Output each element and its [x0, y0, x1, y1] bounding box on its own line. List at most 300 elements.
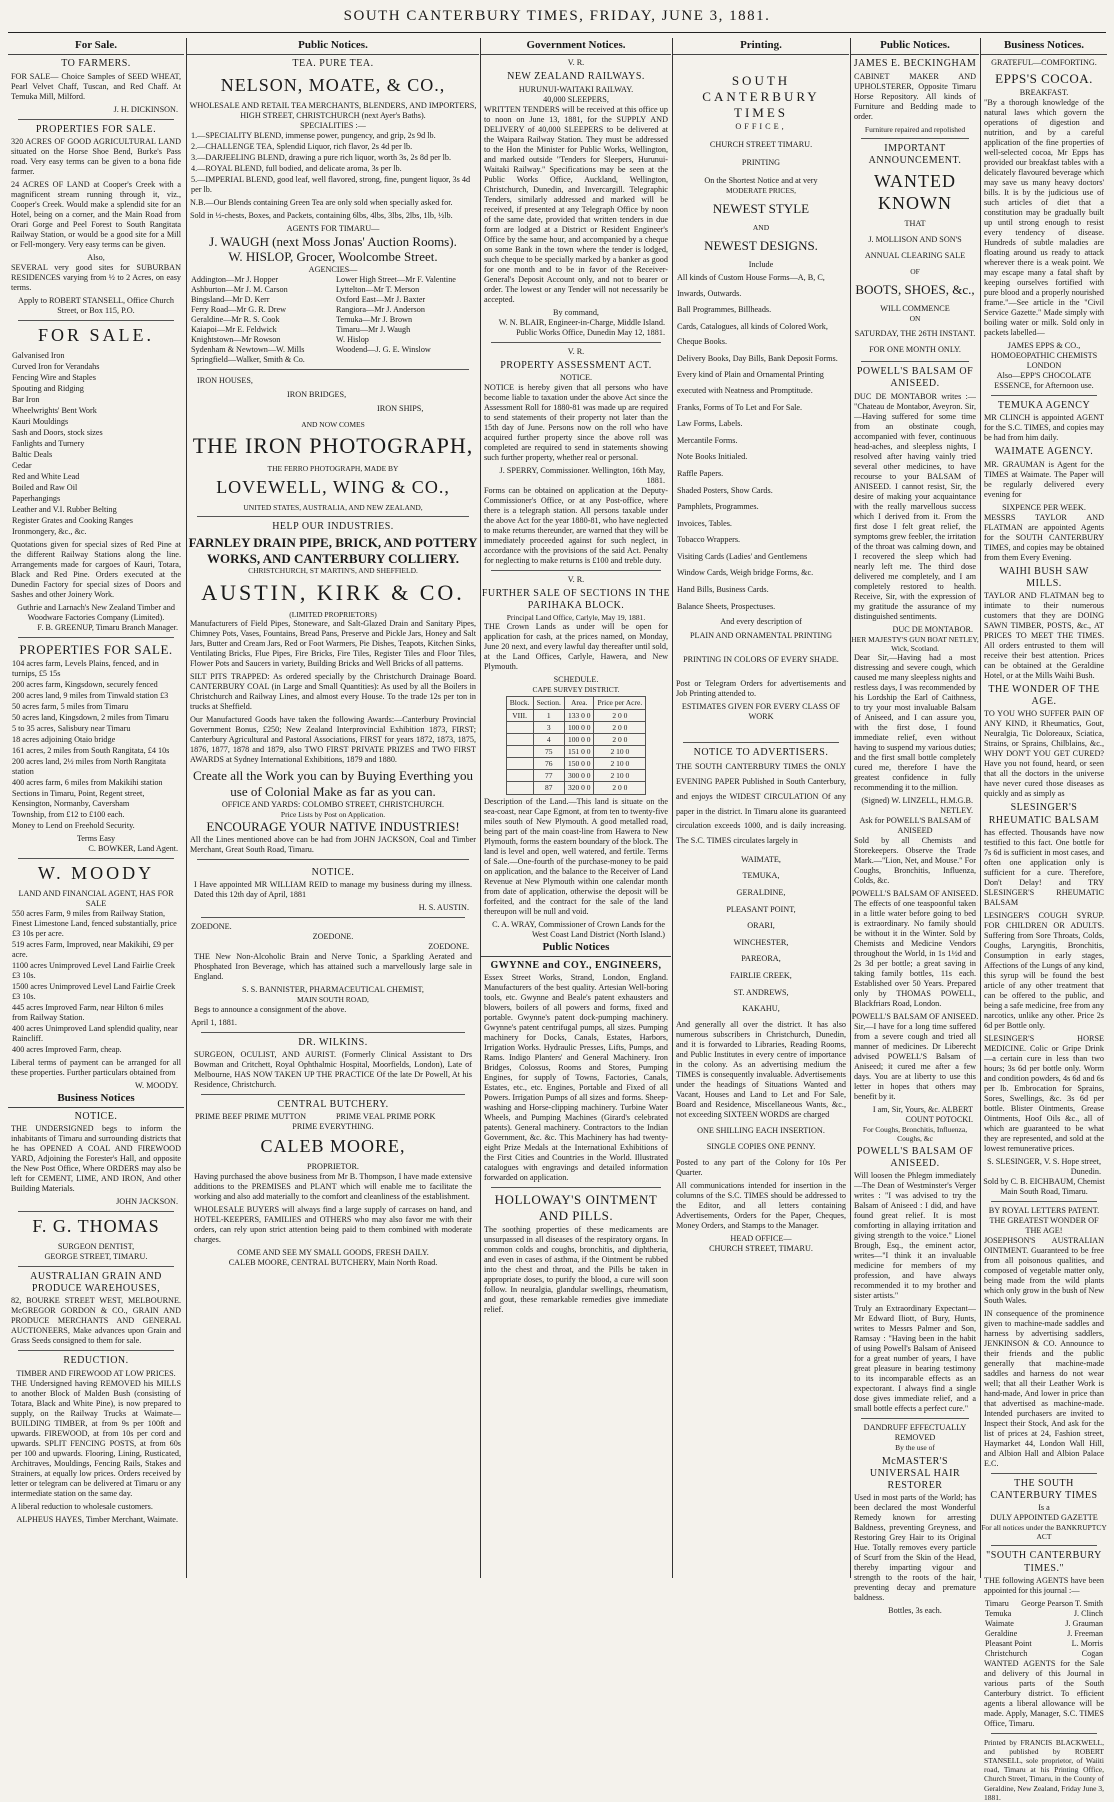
list-item: Township, from £12 to £100 each.: [12, 809, 125, 819]
powell-signature-3: I am, Sir, Yours, &c. ALBERT COUNT POTOCKI.: [872, 1104, 973, 1124]
tea-sold: Sold in ½-chests, Boxes, and Packets, containing 6lbs, 4lbs, 3lbs, 2lbs, 1lb, ½lb.: [190, 210, 453, 220]
table-cell: VIII.: [506, 709, 533, 721]
wonder-heading: THE WONDER OF THE AGE.: [988, 684, 1100, 708]
section-printing: Printing.: [673, 38, 849, 55]
sct-estimates: ESTIMATES GIVEN FOR EVERY CLASS OF WORK: [681, 702, 841, 722]
encourage-heading: ENCOURAGE YOUR NATIVE INDUSTRIES!: [206, 819, 460, 835]
divider: [861, 138, 969, 139]
list-item: 200 acres farm, Kingsdown, securely fenced: [12, 679, 158, 689]
josephson-heading: BY ROYAL LETTERS PATENT. THE GREATEST WONDER OF THE AGE!: [988, 1205, 1100, 1235]
list-item: Register Grates and Cooking Ranges: [12, 515, 133, 525]
help-office: OFFICE AND YARDS: COLOMBO STREET, CHRISTCHURCH.: [221, 800, 445, 810]
beckingham-heading: JAMES E. BECKINGHAM: [853, 58, 977, 70]
caleb-heading: CALEB MOORE,: [260, 1135, 406, 1156]
divider: [18, 1211, 174, 1212]
list-item: Red and White Lead: [12, 471, 80, 481]
sct-and: AND: [752, 222, 770, 232]
moody-sub: LAND AND FINANCIAL AGENT, HAS FOR SALE: [18, 888, 174, 908]
table-cell: 4: [533, 733, 564, 745]
reduction-body: THE Undersigned having REMOVED his MILLS to another Block of Malden Bush (consisting of Totara, Black and White Pine), is now prepared to supply, on the Railway Trucks at Waimate— BUILDING TIMBER, at from 9s per 100ft and upwards. FIREWOOD, at from 10s per cord and upwards. SPLIT FENCING POSTS, at from 60s per 100 and upwards. Flooring, Lining, Rusticated, Architraves, Mouldings, Fencing Rails, Stakes and Strainers, at equally low prices. Orders received by letter or telegram can be delivered at Timaru or any intermediate station on the same day.: [11, 1378, 181, 1498]
railways-signature: W. N. BLAIR, Engineer-in-Charge, Middle Island. Public Works Office, Dunedin May 12, 1881.: [498, 317, 665, 337]
agent-place: Timaru: [985, 1598, 1009, 1608]
table-header-cell: Price per Acre.: [594, 697, 646, 709]
sct-heading: SOUTH CANTERBURY TIMES: [702, 73, 820, 121]
powell-heading-3: POWELL'S BALSAM OF ANISEED.: [851, 1011, 979, 1021]
advertisers-posted: Posted to any part of the Colony for 10s Per Quarter.: [676, 1157, 846, 1177]
list-item: 104 acres farm, Levels Plains, fenced, and in turnips, £5 15s: [12, 658, 159, 678]
vr-2: V. R.: [567, 346, 585, 356]
epps-body: "By a thorough knowledge of the natural laws which govern the operations of digestion and nutrition, and by a careful application of the fine properties of well-selected cocoa, Mr Epps has provided our breakfast tables with a delicately flavoured beverage which may save us many heavy doctors' bills. It is by the judicious use of such articles of diet that a constitution may be gradually built up until strong enough to resist every tendency of disease. Hundreds of subtle maladies are floating around us ready to attack wherever there is a weak point. We may escape many a fatal shaft by keeping ourselves fortified with pure blood and a properly nourished frame."—See article in the "Civil Service Gazette." Made simply with boiling water or milk. Sold only in packets labelled—: [984, 98, 1104, 338]
town-item: FAIRLIE CREEK,: [730, 970, 792, 980]
list-item: 50 acres land, Kingsdown, 2 miles from Timaru: [12, 712, 169, 722]
section-public-notices: Public Notices.: [187, 38, 479, 55]
notice-2-body: I Have appointed MR WILLIAM REID to manage my business during my illness. Dated this 12th day of April, 1881: [194, 880, 472, 900]
iron-firm: LOVEWELL, WING & CO.,: [216, 477, 450, 498]
agent-row: [985, 1609, 1103, 1619]
reduction-signature: ALPHEUS HAYES, Timber Merchant, Waimate.: [16, 1514, 178, 1524]
holloway-heading: HOLLOWAY'S OINTMENT AND PILLS.: [494, 1192, 658, 1224]
for-sale-signature: F. B. GREENUP, Timaru Branch Manager.: [37, 622, 178, 632]
list-item: All kinds of Custom House Forms—A, B, C, Inwards, Outwards.: [677, 272, 825, 298]
list-item: Money to Lend on Freehold Security.: [12, 820, 135, 830]
column-2-lower: [191, 864, 475, 1268]
divider: [991, 1733, 1097, 1734]
help-firm: AUSTIN, KIRK & CO.: [201, 579, 465, 605]
butchery-everything: PRIME EVERYTHING.: [292, 1121, 374, 1131]
list-item: 400 acres Unimproved Land splendid quality, near Raincliff.: [12, 1023, 178, 1043]
schedule-heading: SCHEDULE.: [553, 675, 599, 685]
tea-agencies-left: [191, 275, 330, 365]
agents-body: THE following AGENTS have been appointed for this journal :—: [984, 1575, 1104, 1595]
slesinger-cough: LESINGER'S COUGH SYRUP. FOR CHILDREN OR ADULTS. Suffering from Sore Throats, Colds, Coughs, Laryngitis, Bronchitis, Consumption in early stages, Affections of the Lungs of any kind, this syrup will be found the best article of any other treatment that can be offered to the public, and being a safe medicine, free from any narcotics, unlike any other. Price 2s 6d per Bottle only.: [984, 910, 1104, 1030]
list-item: Balance Sheets, Prospectuses.: [677, 601, 776, 611]
iron-heading: THE IRON PHOTOGRAPH,: [192, 433, 474, 459]
agency-item: Lower High Street—Mr F. Valentine: [336, 275, 456, 285]
list-item: Pamphlets, Programmes.: [677, 502, 759, 512]
table-cell: [506, 782, 533, 794]
table-header-cell: Area.: [564, 697, 594, 709]
list-item: 161 acres, 2 miles from South Rangitata, £4 10s: [12, 745, 170, 755]
list-item: 1100 acres Unimproved Level Land Fairlie Creek £3 10s.: [12, 960, 175, 980]
divider: [861, 361, 969, 362]
sct-plain: PLAIN AND ORNAMENTAL PRINTING: [689, 631, 833, 641]
gazette-body: For all notices under the BANKRUPTCY ACT: [981, 1523, 1107, 1542]
help-awards: Our Manufactured Goods have taken the following Awards:—Canterbury Provincial Government Bonus, £250; New Zealand Interprovincial Exhibition 1873, FIRST; Canterbury Agricultural and Pastoral Associations, FIRST for years 1872, 1873, 1875, 1876, 1877, 1878 and 1879, also TWO FIRST PRIVATE PRIZES and TWO FIRST AWARDS at Sydney International Exhibitions, 1879 and 1880.: [190, 715, 476, 765]
agent-row: [985, 1599, 1103, 1609]
tea-agencies: AGENCIES—: [308, 265, 358, 275]
tea-agencies-right: [336, 275, 475, 365]
list-item: Spouting and Ridging: [12, 383, 84, 393]
zoedone-3: ZOEDONE.: [428, 942, 469, 952]
list-item: Tobacco Wrappers.: [677, 535, 741, 545]
divider: [18, 858, 174, 859]
list-item: 5 to 35 acres, Salisbury near Timaru: [12, 723, 131, 733]
help-body: Manufacturers of Field Pipes, Stoneware, and Salt-Glazed Drain and Sanitary Pipes, Chimney Pots, Vases, Fountains, Bread Pans, Preserve and Pickle Jars, Honey and Salt Jars, Butter and Cream Jars, Red or Foot Warmers, Pie Dishes, Teapots, Kitchen Sinks, Ventilating Bricks, Flue Pipes, Fire Bricks, Fire Tiles, Register Tiles and Floor Tiles, Flower Pots and Saucers in variety, Building Bricks and Well Bricks of all patterns.: [190, 619, 476, 669]
moody-heading: W. MOODY: [37, 862, 155, 883]
list-item: Note Books Initialed.: [677, 452, 748, 462]
list-item: Ironmongery, &c., &c.: [12, 526, 87, 536]
list-item: Wheelwrights' Bent Work: [12, 405, 97, 415]
parihaka-heading: FURTHER SALE OF SECTIONS IN THE PARIHAKA BLOCK.: [481, 587, 671, 611]
tea-nb: N.B.—Our Blends containing Green Tea are only sold when specially asked for.: [190, 197, 453, 207]
parihaka-description: Description of the Land.—This land is situate on the sea-coast, near Cape Egmont, at from ten to twenty-five miles south of New Plymouth. A good metalled road, being part of the main coast-line from Hawera to New Plymouth, forms the eastern boundary of the block. The land is level and open, well watered, and fertile. Terms of Sale.—One-fourth of the purchase-money to be paid on application, and the balance to the Receiver of Land Revenue at New Plymouth within one calendar month from date of application, otherwise the deposit will be forfeited, and the contract for the sale of the land thereupon will be null and void.: [484, 796, 668, 916]
column-public-notices-2: [850, 38, 979, 1616]
table-cell: [506, 758, 533, 770]
advertisers-communications: All communications intended for insertion in the columns of the S.C. TIMES should be addressed to the Editor, and all letters containing Advertisements, Orders for the Paper, Cheques, Money Orders, and Stamps to the Manager.: [676, 1180, 846, 1230]
epps-heading: EPPS'S COCOA.: [995, 71, 1093, 87]
agency-item: Lyttelton—Mr T. Merson: [336, 285, 420, 295]
zoedone-chemist: S. S. BANNISTER, PHARMACEUTICAL CHEMIST,: [242, 985, 424, 995]
agency-item: Geraldine—Mr R. S. Cook: [191, 315, 280, 325]
column-2-lower-left: [191, 864, 475, 1268]
advertisers-address: CHURCH STREET, TIMARU.: [709, 1243, 813, 1253]
railways-heading: NEW ZEALAND RAILWAYS.: [507, 71, 645, 83]
list-item: Bar Iron: [12, 394, 40, 404]
list-item: Franks, Forms of To Let and For Sale.: [677, 402, 803, 412]
table-cell: 100 0 0: [564, 733, 594, 745]
tea-agencies-list: [191, 275, 475, 365]
masthead-rule: [8, 32, 1106, 33]
divider: [991, 1201, 1097, 1202]
list-item: Kauri Mouldings: [12, 416, 69, 426]
agency-item: Ferry Road—Mr G. R. Drew: [191, 305, 287, 315]
table-header-cell: Section.: [533, 697, 564, 709]
parihaka-body: THE Crown Lands as under will be open for application for cash, at the prices named, on Monday, June 20 next, and every lawful day thereafter until sold, at the Land Offices, Carlyle, Hawera, and New Plymouth.: [484, 622, 668, 672]
agency-item: Sydenham & Newtown—W. Mills: [191, 345, 305, 355]
column-for-sale: [8, 38, 184, 1578]
sct-include: Include: [748, 259, 774, 269]
town-item: ST. ANDREWS,: [733, 987, 789, 997]
list-item: Window Cards, Weigh bridge Forms, &c.: [677, 568, 814, 578]
gwynne-body: Essex Street Works, Strand, London, England. Manufacturers of the best quality. Artesian Well-boring tools, etc. Gwynne and Beale's patent exhausters and blowers, boilers of all powers and forms, fixed and portable. Gwynne's patent dock-pumping machinery. Gwynne's patent centrifugal pumps, all sizes. Pumping machinery for Docks, Canals, Estates, Harbors, Irrigation Works. Hydraulic Presses, Lifts, Pumps, and Rams. Indigo Planters' and General Machinery. Iron Bridges, Colossus, Rooms and Stores, Pumping Engines, for supply of Towns, Factories, Canals, Estates, etc., etc. Engines, Portable and Fixed of all Powers. Irrigation Pumps of all sizes and forms. Sheep-washing and Horse-clipping machinery. Turbine Water Wheels, and Pumping Machines (Girard's celebrated patents). General machinery. Contractors to the Indian Government, &c. &c. This Machinery has had twenty-eight Prize Medals at the International Exhibitions of the First Cities and Countries in the World. Illustrated catalogues with engravings and detailed information forwarded on application.: [484, 973, 668, 1183]
section-public-notices-2: Public Notices: [481, 940, 671, 957]
wanted-known-date: SATURDAY, THE 26TH INSTANT.: [854, 329, 976, 339]
sct-address: CHURCH STREET TIMARU.: [709, 139, 813, 149]
iron-bridges: IRON BRIDGES,: [287, 390, 347, 400]
tea-list: [191, 131, 475, 195]
wanted-known-boots: BOOTS, SHOES, &c.,: [855, 282, 975, 298]
powell-heading-4: POWELL'S BALSAM OF ANISEED.: [856, 1146, 974, 1170]
notice-body: THE UNDERSIGNED begs to inform the inhabitants of Timaru and surrounding districts that he has OPENED A COAL AND FIREWOOD YARD, Adjoining the Forester's Hall, and opposite the New Post Office, Where ORDERS may also be left for CEMENT, LIME, AND IRON, And other Building Materials.: [11, 1124, 181, 1194]
railways-by: By command,: [553, 307, 599, 317]
dandruff-heading: DANDRUFF EFFECTUALLY REMOVED: [863, 1423, 967, 1443]
table-cell: 76: [533, 758, 564, 770]
list-item: Hand Bills, Business Cards.: [677, 584, 769, 594]
list-item: 5.—IMPERIAL BLEND, good leaf, well flavored, strong, fine, pungent liquor, 3s 4d per lb.: [191, 174, 471, 194]
divider: [491, 342, 661, 343]
agency-item: Temuka—Mr J. Brown: [336, 315, 413, 325]
parihaka-signature: C. A. WRAY, Commissioner of Crown Lands for the West Coast Land District (North Island.): [492, 919, 665, 939]
list-item: Mercantile Forms.: [677, 435, 738, 445]
tea-address: HIGH STREET, CHRISTCHURCH (next Ayer's Baths).: [240, 110, 426, 120]
powell-sold: Sold by all Chemists and Storekeepers. Observe the Trade Mark.—"Lion, Net, and Mouse." For Coughs, Bronchitis, Influenza, Colds, &c.: [854, 835, 976, 885]
wanted-known-sale: ANNUAL CLEARING SALE: [864, 251, 966, 261]
butchery-right: PRIME VEAL PRIME PORK: [336, 1111, 436, 1121]
waihi-body: TAYLOR AND FLATMAN beg to intimate to their numerous customers that they are DOING SAWN TIMBER, POSTS, &c., AT PRICES TO MEET THE TIMES. All orders entrusted to them will receive their best attention. Prices can be obtained at the Geraldine Hotel, or at the Mills Waihi Bush.: [984, 591, 1104, 681]
table-cell: [506, 733, 533, 745]
agency-item: Knightstown—Mr Rowson: [191, 335, 281, 345]
column-printing: [672, 38, 849, 1578]
reduction-heading: REDUCTION.: [63, 1355, 129, 1367]
iron-houses: IRON HOUSES,: [197, 376, 253, 386]
tea-agent-2: W. HISLOP, Grocer, Woolcombe Street.: [228, 249, 438, 265]
powell-ask: Ask for POWELL'S BALSAM of ANISEED: [859, 815, 971, 835]
table-cell: 2 10 0: [594, 746, 646, 758]
reduction-sub: TIMBER AND FIREWOOD AT LOW PRICES.: [16, 1368, 176, 1378]
table-cell: 151 0 0: [564, 746, 594, 758]
important-heading: IMPORTANT ANNOUNCEMENT.: [868, 142, 962, 166]
wilkins-heading: DR. WILKINS.: [298, 1036, 368, 1048]
for-sale-heading: FOR SALE.: [37, 324, 154, 345]
powell-heading-2: POWELL'S BALSAM OF ANISEED.: [851, 888, 979, 898]
taylor-flatman-body: MESSRS TAYLOR AND FLATMAN are appointed Agents for the SOUTH CANTERBURY TIMES, and copies may be obtained from them Every Evening.: [984, 512, 1104, 562]
vr-3: V. R.: [567, 574, 585, 584]
moody-body: Liberal terms of payment can be arranged for all these properties. Further particulars obtained from: [11, 1057, 181, 1077]
list-item: Boiled and Raw Oil: [12, 482, 78, 492]
properties-2-heading: PROPERTIES FOR SALE.: [19, 641, 173, 657]
thomas-heading: F. G. THOMAS: [32, 1216, 160, 1237]
list-item: Delivery Books, Day Bills, Bank Deposit Forms.: [677, 353, 838, 363]
wilkins-body: SURGEON, OCULIST, AND AURIST. (Formerly Clinical Assistant to Drs Bowman and Critchett, Royal Ophthalmic Hospital, Moorfields, London), Late of Melbourne, HAS NOW TAKEN UP THE PRACTICE Of the late Dr Powell, At his Residence, Christchurch.: [194, 1049, 472, 1089]
list-item: 400 acres farm, 6 miles from Makikihi station: [12, 777, 163, 787]
butchery-heading: CENTRAL BUTCHERY.: [277, 1098, 389, 1110]
list-item: 200 acres land, 2½ miles from North Rangitata station: [12, 756, 166, 776]
column-government-notices: [480, 38, 671, 1578]
table-cell: [506, 746, 533, 758]
town-item: PAREORA,: [741, 954, 781, 964]
list-item: Every kind of Plain and Ornamental Printing executed with Neatness and Promptitude.: [677, 370, 824, 396]
sct-designs: NEWEST DESIGNS.: [704, 238, 818, 254]
advertisers-body-2: And generally all over the district. It has also numerous subscribers in Christchurch, Dunedin, and it is forwarded to Libraries, Reading Rooms, and Public Institutes in every centre of importance in the colony. As an advertising medium the TIMES is consequently invaluable. Advertisements under the headings of Situations Wanted and Vacant, Houses and Land to Let and For Sale, Board and Residence, Miscellaneous Wants, &c., not exceeding SIXTEEN WORDS are charged: [676, 1019, 846, 1119]
agency-item: Ashburton—Mr J. M. Carson: [191, 285, 288, 295]
dandruff-body: Used in most parts of the World; has been declared the most Wonderful Remedy known for arresting Baldness, preventing Greyness, and Restoring Grey Hair to its Original Hue. Totally removes every particle of Scurf from the Skin of the Head, thereby imparting vigour and strength to the roots of the hair, preventing decay and premature baldness.: [854, 1493, 976, 1603]
agent-row: [985, 1619, 1103, 1629]
table-row: [506, 721, 645, 733]
wonder-body: TO YOU WHO SUFFER PAIN OF ANY KIND, it Rheumatics, Gout, Neuralgia, Tic Doloreaux, Sciatica, Strains, or Sprains, Chilblains, &c., WHY DON'T YOU GET CURED? Have you not found, heard, or seen that all the doctors in the universe have never cured those diseases as quickly and as simply as: [984, 709, 1104, 799]
wanted-known-month: FOR ONE MONTH ONLY.: [869, 345, 961, 355]
table-cell: 77: [533, 770, 564, 782]
divider: [491, 1187, 661, 1188]
tea-heading: TEA. PURE TEA.: [292, 58, 374, 70]
sct-prices: MODERATE PRICES,: [725, 185, 796, 195]
property-heading: PROPERTY ASSESSMENT ACT.: [500, 359, 652, 371]
agency-item: Rangiora—Mr J. Anderson: [336, 305, 425, 315]
powell-body-5: Will loosen the Phlegm immediately—The Dean of Westminster's Verger writes : "I was advised to try the Balsam of Aniseed : I did, and have found great relief. It is most comforting in allaying irritation and giving strength to the voice." Lionel Brough, Esq., the eminent actor, writes—"I think it an invaluable medicine for members of my profession, and have always recommended it to my brother and sister artists.": [854, 1171, 976, 1301]
tea-sub: WHOLESALE AND RETAIL TEA MERCHANTS, BLENDERS, AND IMPORTERS,: [189, 100, 477, 110]
sct-short: On the Shortest Notice and at very: [704, 175, 818, 185]
help-silt: SILT PITS TRAPPED: As ordered specially by the Christchurch Drainage Board. CANTERBURY COAL (in Large and Small Quantities): As used by all the Boilers in Christchurch and Railway Lines, and almost every House. To the trade 12s per ton in trucks at Sheffield.: [190, 672, 476, 712]
property-body: NOTICE is hereby given that all persons who have become liable to taxation under the above Act since the Assessment Roll for 1880-81 was made up are required to send statements of their property not later than the 15th day of June. Persons now on the roll who have acquired further property since the above roll was completed are required to send in statements showing such further property, whether real or personal.: [484, 382, 668, 462]
table-cell: 2 0 0: [594, 782, 646, 794]
property-signature: J. SPERRY, Commissioner. Wellington, 16th May, 1881.: [499, 465, 665, 485]
list-item: Visiting Cards (Ladies' and Gentlemens: [677, 551, 808, 561]
list-item: Sash and Doors, stock sizes: [12, 427, 103, 437]
agency-item: Kaiapoi—Mr E. Feldwick: [191, 325, 277, 335]
waihi-heading: WAIHI BUSH SAW MILLS.: [999, 565, 1089, 589]
tea-firm: NELSON, MOATE, & CO.,: [220, 74, 446, 95]
column-business-notices: [980, 38, 1107, 1802]
list-item: 550 acres Farm, 9 miles from Railway Station, Finest Limestone Land, fenced substantially, price £3 10s per acre.: [12, 908, 177, 938]
list-item: Cedar: [12, 460, 32, 470]
butchery-lines: [195, 1112, 471, 1122]
agency-item: W. Hislop: [336, 335, 369, 345]
properties-heading: PROPERTIES FOR SALE.: [35, 123, 157, 135]
section-public-notices-3: Public Notices.: [851, 38, 979, 55]
iron-sub: THE FERRO PHOTOGRAPH, MADE BY: [267, 464, 399, 474]
help-create: Create all the Work you can by Buying Everthing you use of Colonial Make as far as you can.: [193, 768, 473, 800]
masthead: SOUTH CANTERBURY TIMES, FRIDAY, JUNE 3, 1881.: [343, 8, 771, 24]
agents-heading: "SOUTH CANTERBURY TIMES.": [986, 1550, 1102, 1574]
help-price: Price Lists by Post on Application.: [280, 810, 386, 820]
property-body-2: Forms can be obtained on application at the Deputy-Commissioner's Office, or at any Post-office, where there is a telegraph station. All persons taxable under the above Act for the year 1880-81, who have neglected to make returns thereunder, are warned that they will be immediately proceeded against for such neglect, in accordance with the provisions of the said Act. Penalty for neglecting to make returns is £100 and treble duty.: [484, 485, 668, 565]
divider: [991, 395, 1097, 396]
advertisers-head-office: HEAD OFFICE—: [730, 1233, 792, 1243]
agency-item: Woodend—J. G. E. Winslow: [336, 345, 431, 355]
section-government-notices: Government Notices.: [481, 38, 671, 55]
zoedone-2: ZOEDONE.: [312, 932, 354, 942]
railways-sleepers: 40,000 SLEEPERS,: [543, 94, 609, 104]
table-row: [506, 758, 645, 770]
powell-body-3: The effects of one teaspoonful taken in a little water before going to bed is extraordinary. No family should be without it in the Winter. Sold by Chemists and Medicine Vendors throughout the World, in 1s 1½d and 2s 3d per bottle; a great saving in taking family bottles, 11s each. Established over 50 Years. Prepared only by THOMAS POWELL, Blackfriars Road, London.: [854, 898, 976, 1008]
list-item: Raffle Papers.: [677, 468, 724, 478]
divider: [197, 859, 469, 860]
wanted-known-that: THAT: [904, 219, 926, 229]
help-limited: (LIMITED PROPRIETORS): [289, 610, 377, 620]
table-row: [506, 709, 645, 721]
agent-row: [985, 1639, 1103, 1649]
thomas-address: GEORGE STREET, TIMARU.: [44, 1252, 148, 1262]
reduction-foot: A liberal reduction to wholesale customers.: [11, 1501, 153, 1511]
table-cell: 3: [533, 721, 564, 733]
list-item: Fanlights and Turnery: [12, 438, 85, 448]
schedule-table: [506, 696, 646, 794]
sct-post: Post or Telegram Orders for advertisements and Job Printing attended to.: [676, 679, 846, 699]
table-cell: 1: [533, 709, 564, 721]
beckingham-foot: Furniture repaired and repolished: [864, 124, 966, 134]
table-cell: 300 0 0: [564, 770, 594, 782]
list-item: Baltic Deals: [12, 449, 53, 459]
properties-also: Also,: [87, 252, 105, 262]
section-business-notices-2: Business Notices.: [981, 38, 1107, 55]
towns-list: [677, 852, 845, 1017]
wanted-known-heading: WANTED KNOWN: [874, 171, 956, 214]
sct-printing: PRINTING: [741, 157, 781, 167]
agent-name: J. Clinch: [1073, 1608, 1103, 1618]
divider: [491, 570, 661, 571]
town-item: PLEASANT POINT,: [726, 904, 796, 914]
help-sub: FARNLEY DRAIN PIPE, BRICK, AND POTTERY WORKS, AND CANTERBURY COLLIERY.: [188, 534, 478, 566]
thomas-sub: SURGEON DENTIST,: [57, 1242, 135, 1252]
railways-body: WRITTEN TENDERS will be received at this office up to noon on June 13, 1881, for the SUPPLY AND DELIVERY of 40,000 SLEEPERS to be delivered at the Waipara Railway Station. They must be addressed to the Hon the Minister for Public Works, Wellington, and marked outside "Tenders for Sleepers, Hurunui-Waitaki Railway." Specifications may be seen at the Public Works Office, Auckland, Wellington, Christchurch, Dunedin, and Invercargill. Telegraphic Tenders, similarly addressed and marked will be received, if presented at any Telegraph Office by noon of the same date, provided that written tenders in due form are lodged at a District or Resident Engineer's Office by the same hour, and accompanied by a cheque on some Bank in the town where the tender is lodged, such cheque to be specially marked by a banker as good for one month and to be in favor of the Receiver-General's Deposit Account only, and not to bearer or order. The lowest or any Tender will not necessarily be accepted.: [484, 104, 668, 304]
caleb-body: Having purchased the above business from Mr B. Thompson, I have made extensive additions to the PREMISES and PLANT which will enable me to facilitate the working and also add materially to the comfort and cleanliness of the establishment.: [194, 1171, 472, 1201]
wanted-agents-body: WANTED AGENTS for the Sale and delivery of this Journal in various parts of the South Canterbury district. To efficient agents a liberal allowance will be made. Apply, Manager, S.C. TIMES Office, Timaru.: [984, 1658, 1104, 1728]
help-heading: HELP OUR INDUSTRIES.: [272, 521, 394, 533]
table-row: [506, 733, 645, 745]
agency-item: Bingsland—Mr D. Kerr: [191, 295, 270, 305]
powell-signature: DUC DE MONTABOR.: [892, 624, 973, 634]
town-item: ORARI,: [747, 921, 775, 931]
divider: [201, 1032, 465, 1033]
holloway-body: The soothing properties of these medicaments are unsurpassed in all diseases of the respiratory organs. In common colds and coughs, bronchitis, and diphtheria, and even in cases of asthma, if the Ointment be rubbed into the chest and throat, and the Pills be taken in appropriate doses, to purify the blood, a cure will soon follow. In neuralgia, glandular swellings, rheumatism, and gout, these remarkable remedies give immediate relief.: [484, 1224, 668, 1314]
list-item: Leather and V.I. Rubber Belting: [12, 504, 117, 514]
agency-item: Addington—Mr J. Hopper: [191, 275, 279, 285]
list-item: Fencing Wire and Staples: [12, 372, 96, 382]
list-item: 400 acres Improved Farm, cheap.: [12, 1044, 122, 1054]
list-item: 4.—ROYAL BLEND, full bodied, and delicate aroma, 3s per lb.: [191, 163, 402, 173]
slesinger-horse: SLESINGER'S HORSE MEDICINE. Colic or Gripe Drink—a certain cure in less than two hours; 3s 6d per bottle only. Worm and condition powders, 4s 6d and 6s per lb. Embrocation for Sprains, Sores, Swellings, &c. 3s 6d per bottle. Blister Ointments, Grease Ointments, Hoof Oils &c., all of which are guaranteed to be what they are represented, and sold at the lowest remunerative prices.: [984, 1033, 1104, 1153]
properties-body-3: SEVERAL very good sites for SUBURBAN RESIDENCES varying from ½ to 2 Acres, on easy terms.: [11, 262, 181, 292]
parihaka-office: Principal Land Office, Carlyle, May 19, 1881.: [506, 613, 646, 623]
printing-list: [677, 270, 845, 614]
notice-2-heading: NOTICE.: [311, 867, 355, 879]
list-item: Law Forms, Labels.: [677, 419, 743, 429]
column-public-notices: [186, 38, 479, 1578]
divider: [18, 1350, 174, 1351]
powell-body: DUC DE MONTABOR writes :— "Chateau de Montabor, Aveyron. Sir,—Having suffered for some time from an obstinate cough, accompanied with fever, continuous head-aches, and sleepless nights, I resolved after having vainly tried several other medicines, to have recourse to your BALSAM of ANISEED. I cannot resist, Sir, the desire of making your acquaintance with the really marvellous success which I derived from it. From the first dose I felt great relief, the symptoms grew feebler, the irritation of the throat was calming down, and I recovered the sleep which had nearly left me. The third dose delivered me completely, and I am completely restored to health. Receive, Sir, with the expression of my gratitude the assurance of my distinguished sentiments.: [854, 391, 976, 621]
slesinger-sold: Sold by C. B. EICHBAUM, Chemist Main South Road, Timaru.: [983, 1176, 1105, 1196]
divider: [197, 369, 469, 370]
sct-style: NEWEST STYLE: [712, 201, 810, 217]
agent-row: [985, 1649, 1103, 1659]
zoedone-address: MAIN SOUTH ROAD,: [297, 995, 369, 1005]
list-item: 1500 acres Unimproved Level Land Fairlie Creek £3 10s.: [12, 981, 176, 1001]
wanted-known-will: WILL COMMENCE: [880, 304, 950, 314]
josephson-body: JOSEPHSON'S AUSTRALIAN OINTMENT. Guaranteed to be free from all poisonous qualities, and composed of vegetable matter only, being made from the wild plants which only grow in the bush of New South Wales.: [984, 1235, 1104, 1305]
powell-signature-2: (Signed) W. LINZELL, H.M.G.B. NETLEY.: [861, 795, 973, 815]
waimate-body: MR. GRAUMAN is Agent for the TIMES at Waimate. The Paper will be regularly delivered every evening for: [984, 459, 1104, 499]
powell-hms: HER MAJESTY'S GUN BOAT NETLEY, Wick, Scotland.: [851, 634, 979, 653]
agent-place: Christchurch: [985, 1648, 1028, 1658]
dandruff-by: By the use of: [895, 1443, 935, 1453]
gazette-sub: DULY APPOINTED GAZETTE: [990, 1513, 1098, 1523]
wanted-known-firm: J. MOLLISON AND SON'S: [868, 235, 962, 245]
agent-place: Waimate: [985, 1618, 1014, 1628]
agent-place: Pleasant Point: [985, 1638, 1032, 1648]
town-item: TEMUKA,: [742, 871, 780, 881]
properties-2-list: [12, 659, 180, 831]
slesinger-signature: S. SLESINGER, V. S. Hope street, Dunedin.: [987, 1156, 1101, 1176]
town-item: WINCHESTER,: [733, 937, 789, 947]
imprint: Printed by FRANCIS BLACKWELL, and published by ROBERT STANSELL, sole proprietor, of Waiiti road, Timaru at his Printing Office, Church Street, Timaru, in the County of Geraldine, New Zealand, Friday June 3, 1881.: [984, 1737, 1104, 1802]
list-item: 1.—SPECIALITY BLEND, immense power, pungency, and grip, 2s 9d lb.: [191, 130, 436, 140]
zoedone-date: April 1, 1881.: [191, 1017, 237, 1027]
help-place: CHRISTCHURCH, ST MARTIN'S, AND SHEFFIELD.: [248, 566, 418, 576]
divider: [18, 1266, 174, 1267]
zoedone-body: THE New Non-Alcoholic Brain and Nerve Tonic, a Sparkling Aerated and Phosphated Iron Beverage, which has attained such a marvellously large sale in England.: [194, 952, 472, 982]
divider: [991, 1545, 1097, 1546]
properties-apply: Apply to ROBERT STANSELL, Office Church Street, or Box 115, P.O.: [18, 295, 174, 315]
table-row: [506, 782, 645, 794]
for-sale-company: Guthrie and Larnach's New Zealand Timber and Woodware Factories Company (Limited).: [17, 602, 175, 622]
gazette-heading: THE SOUTH CANTERBURY TIMES: [990, 1477, 1098, 1501]
for-sale-body: Quotations given for special sizes of Red Pine at the different Railway Stations along the line. Arrangements made for cargoes of Kauri, Totara, Black and Red Pine. Orders executed at the Dunedin Factory for special sizes of Doors and Sashes and other Joinery Work.: [11, 539, 181, 599]
section-business-notices: Business Notices: [8, 1091, 184, 1108]
agent-name: Cogan: [1081, 1648, 1103, 1658]
town-item: WAIMATE,: [741, 854, 781, 864]
saddlery-body: IN consequence of the prominence given to machine-made saddles and harness by advertising saddlers, JENKINSON & CO. Announce to their friends and the public generally that machine-made saddles and harness do not wear well; that all their Leather Work is hand-made, And lower in price than that advertised as machine-made. Intended purchasers are invited to Inspect their Stock, And ask for the list of prices at 24, Fashion street, Haymarket 44, London Wall Hill, and Albion Hall and Albion Palace E.C.: [984, 1308, 1104, 1468]
table-cell: 87: [533, 782, 564, 794]
agent-name: J. Grauman: [1065, 1618, 1103, 1628]
sct-colors: PRINTING IN COLORS OF EVERY SHADE.: [683, 655, 839, 665]
moody-signature: W. MOODY.: [135, 1080, 178, 1090]
divider: [991, 1473, 1097, 1474]
schedule-body: [506, 709, 645, 794]
tea-specialities: SPECIALITIES :—: [300, 120, 366, 130]
agency-item: Oxford East—Mr J. Baxter: [336, 295, 426, 305]
list-item: Shaded Posters, Show Cards.: [677, 485, 773, 495]
agency-item: Springfield—Walker, Smith & Co.: [191, 355, 305, 365]
list-item: Sections in Timaru, Point, Regent street, Kensington, Normanby, Caversham: [12, 788, 145, 808]
